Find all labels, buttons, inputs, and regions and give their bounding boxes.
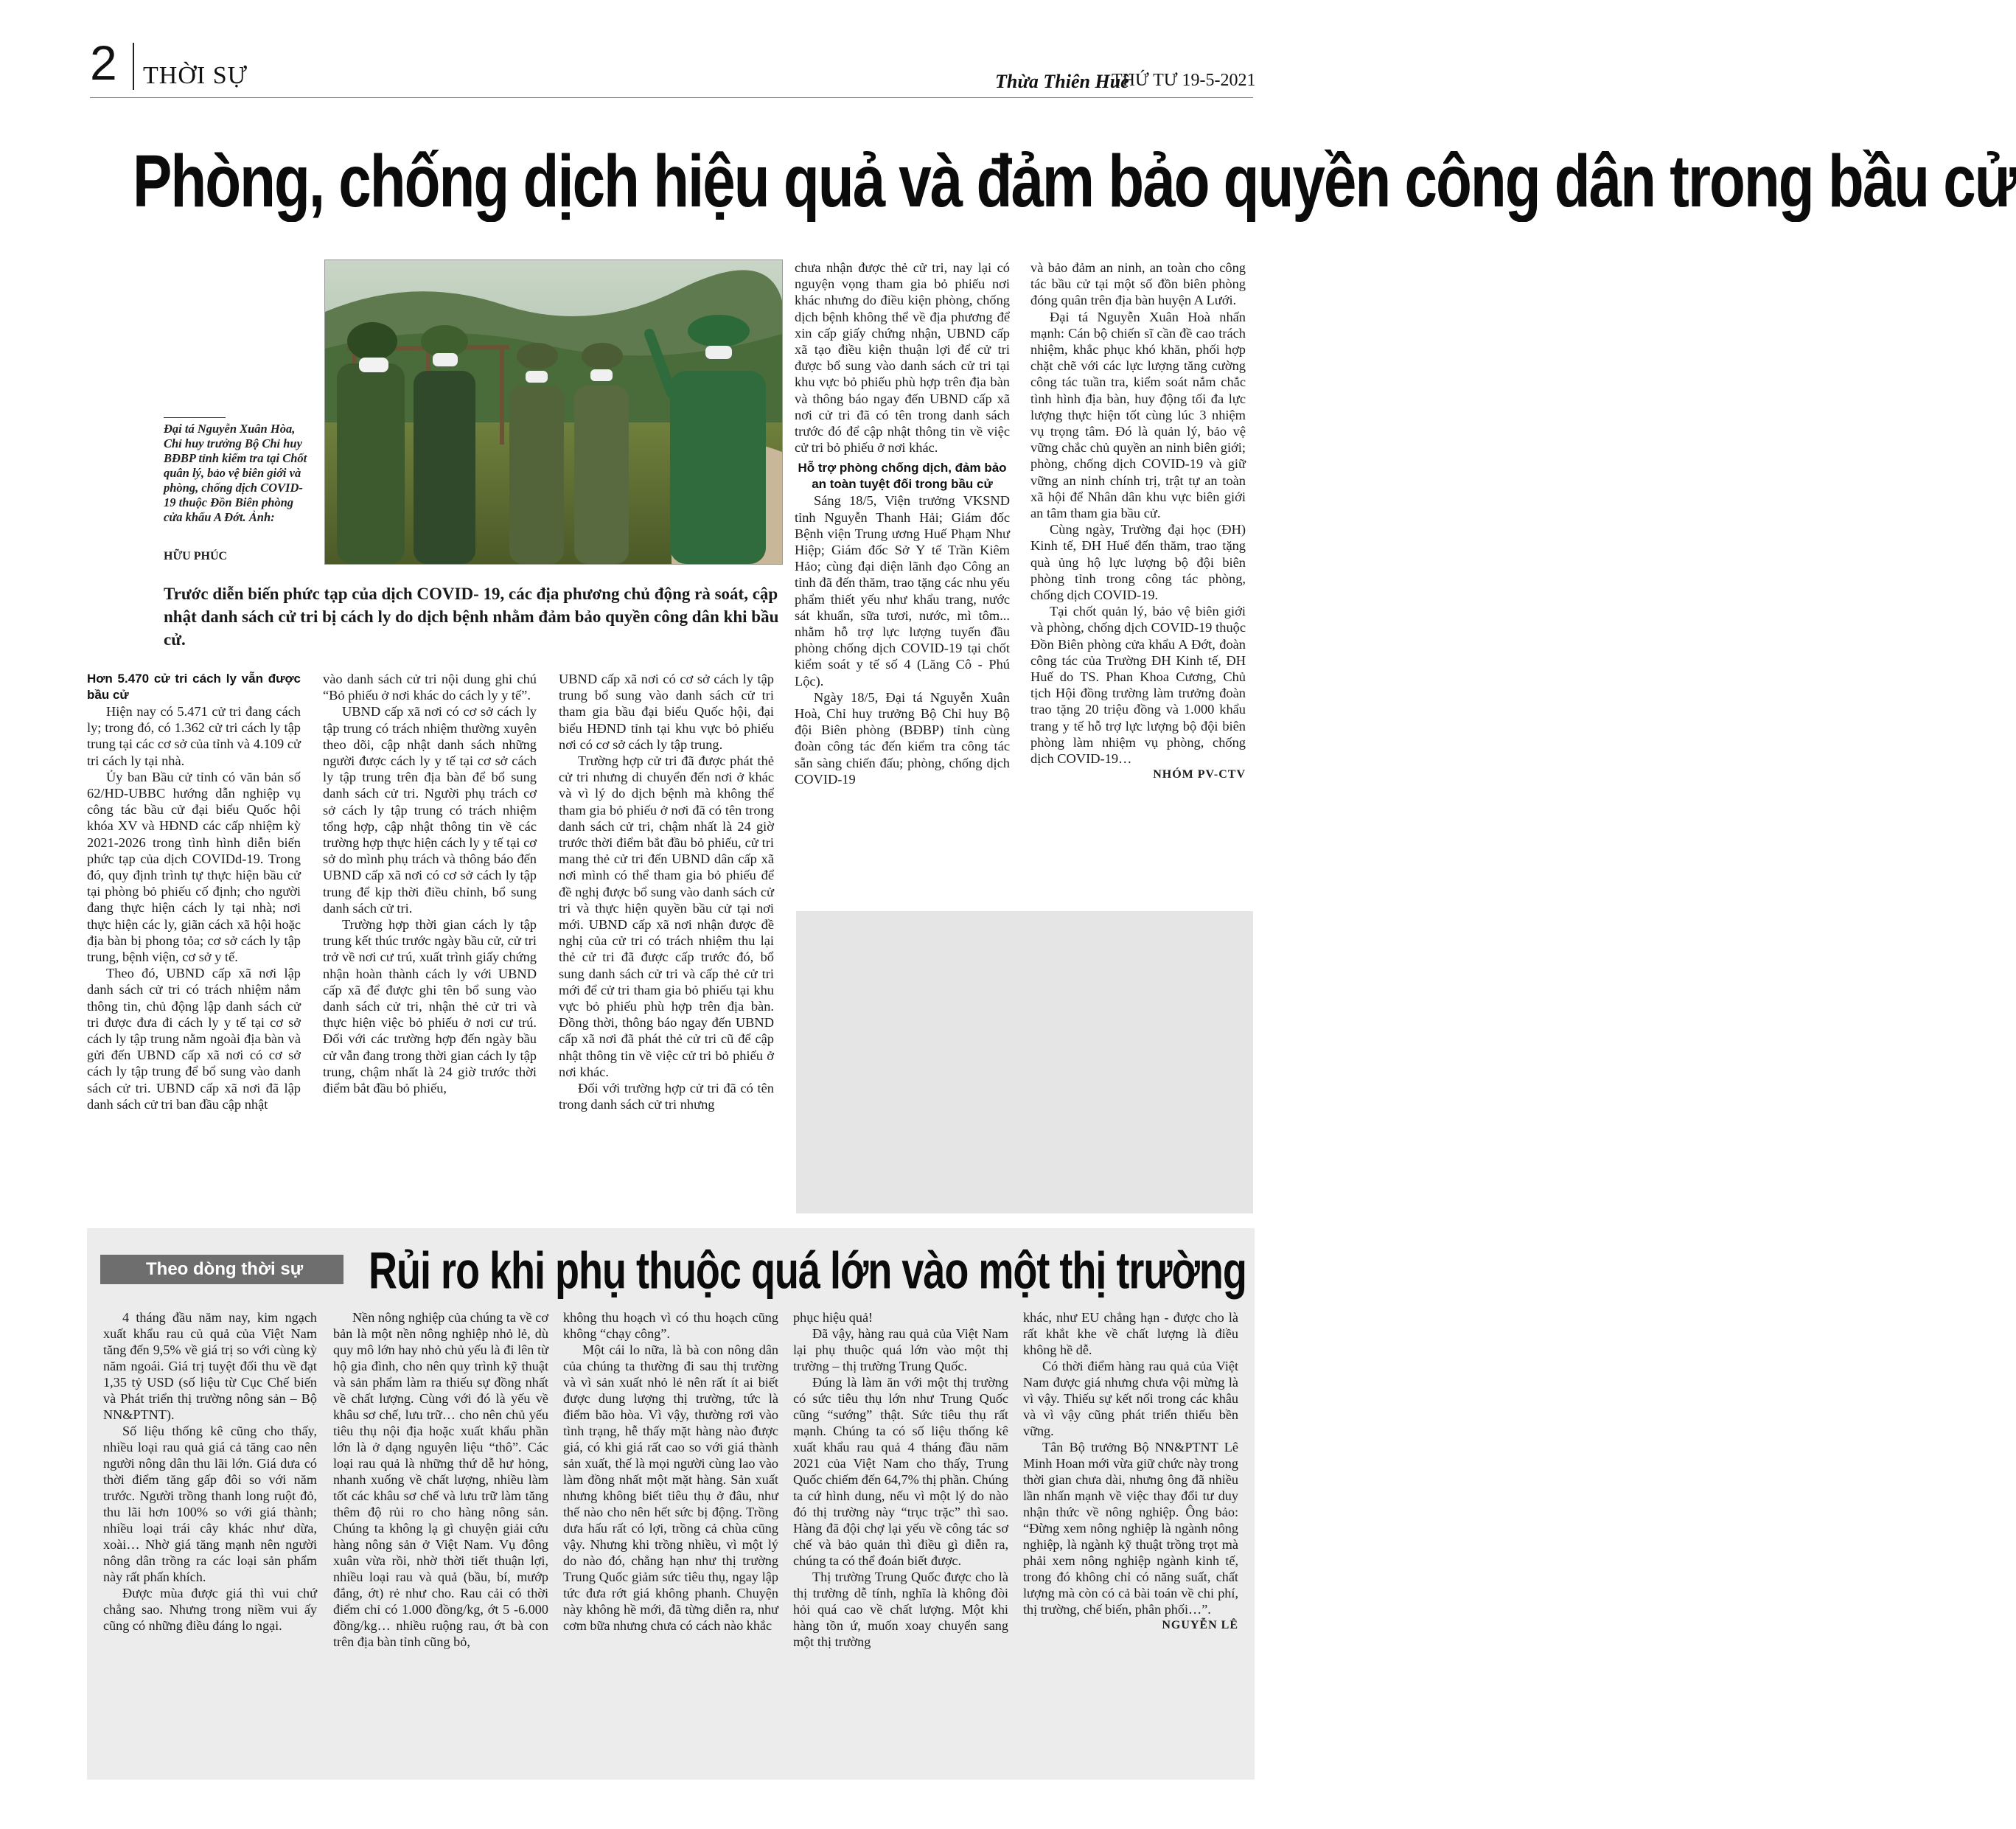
paragraph: Có thời điểm hàng rau quả của Việt Nam được giá nhưng chưa vội mừng là vì vậy. Thiếu sự kết nối trong các khâu và vì vậy cũng phát triển thiếu bền vững.	[1023, 1359, 1238, 1438]
article-lead: Trước diễn biến phức tạp của dịch COVID- 19, các địa phương chủ động rà soát, cập nhật danh sách cử tri bị cách ly do dịch bệnh nhằm đảm bảo quyền công dân khi bầu cử.	[164, 585, 779, 649]
commentary-column-3	[563, 1309, 778, 1634]
paragraph: Đối với trường hợp cử tri đã có tên trong danh sách cử tri nhưng	[559, 1081, 774, 1112]
commentary-column-2	[333, 1309, 548, 1650]
empty-grey-box	[796, 911, 1253, 1213]
paragraph: Được mùa được giá thì vui chứ chẳng sao. Nhưng trong niềm vui ấy cũng có những điều đáng lo ngại.	[103, 1586, 317, 1633]
article-column-2	[323, 671, 537, 1096]
paragraph: Đúng là làm ăn với một thị trường có sức tiêu thụ lớn như Trung Quốc cũng “sướng” thật. Sức tiêu thụ rất mạnh. Chúng ta có số liệu thống kê xuất khẩu rau quả 4 tháng đầu năm 2021 của Việt Nam cho thấy, Trung Quốc chiếm đến 64,7% thị phần. Chúng ta cứ hình dung, nếu vì một lý do nào đó thị trường này “trục trặc” thì sao. Hàng đã đội chợ lại yếu về công tác sơ chế và bảo quản thì điều gì diễn ra, chúng ta có thể đoán biết được.	[793, 1375, 1008, 1568]
section-name: THỜI SỰ	[143, 62, 248, 89]
paragraph: khác, như EU chẳng hạn - được cho là rất khắt khe về chất lượng là điều không hề dễ.	[1023, 1310, 1238, 1357]
header-rule	[90, 97, 1253, 98]
paragraph: chưa nhận được thẻ cử tri, nay lại có nguyện vọng tham gia bỏ phiếu nơi khác nhưng do điều kiện phòng, chống dịch bệnh không thể về địa phương để xin cấp giấy chứng nhận, UBND cấp xã tạo điều kiện thuận lợi để cử tri được bổ sung vào danh sách cử tri tại khu vực bỏ phiếu phù hợp trên địa bàn và thông báo ngay đến UBND cấp xã nơi cử tri đã có tên trong danh sách trước đó để cập nhật thông tin về việc cử tri bỏ phiếu ở nơi khác.	[795, 260, 1010, 456]
paragraph: Ngày 18/5, Đại tá Nguyễn Xuân Hoà, Chỉ huy trưởng Bộ Chỉ huy Bộ đội Biên phòng (BĐBP) tỉnh cùng đoàn công tác đến kiểm tra công tác sẵn sàng chiến đấu; phòng, chống dịch COVID-19	[795, 689, 1010, 787]
article-column-3	[559, 671, 774, 1112]
subheading: Hỗ trợ phòng chống dịch, đảm bảo an toàn tuyệt đối trong bầu cử	[798, 461, 1007, 492]
photo-soldiers-checkpoint	[325, 260, 782, 564]
paragraph: Ủy ban Bầu cử tỉnh có văn bản số 62/HD-UBBC hướng dẫn nghiệp vụ công tác bầu cử đại biểu Quốc hội khóa XV và HĐND các cấp nhiệm kỳ 2021-2026 trong tình hình diễn biến phức tạp của dịch COVIDd-19. Trong đó, quy định trình tự thực hiện bầu cử tại phòng bỏ phiếu cố định; cho người đang thực hiện cách ly tại nhà; nơi thực hiện các ly, giãn cách xã hội hoặc địa bàn bị phong tỏa; cơ sở cách ly tập trung, bệnh viện, cơ sở y tế.	[87, 769, 301, 965]
photo-credit: HỮU PHÚC	[164, 550, 228, 562]
paragraph: Tại chốt quản lý, bảo vệ biên giới và phòng, chống dịch COVID-19 thuộc Đồn Biên phòng cửa khẩu A Đớt, đoàn công tác của Trường ĐH Kinh tế, ĐH Huế do TS. Phan Khoa Cương, Chủ tịch Hội đồng trường làm trưởng đoàn trao tặng 20 triệu đồng và 1.000 khẩu trang y tế hỗ trợ lực lượng bộ đội biên phòng làm nhiệm vụ phòng, chống dịch COVID-19…	[1030, 604, 1246, 767]
paragraph: vào danh sách cử tri nội dung ghi chú “Bỏ phiếu ở nơi khác do cách ly y tế”.	[323, 672, 537, 703]
caption-rule	[164, 417, 226, 418]
article-column-4	[795, 259, 1010, 787]
page-number: 2	[90, 35, 117, 90]
issue-date: THỨ TƯ 19-5-2021	[1112, 71, 1256, 90]
paragraph: Tân Bộ trưởng Bộ NN&PTNT Lê Minh Hoan mới vừa giữ chức này trong thời gian chưa dài, nhưng ông đã nhiều lần nhấn mạnh về việc thay đổi tư duy nhận thức về nông nghiệp. Ông bảo: “Đừng xem nông nghiệp là ngành nông nghiệp, là ngành kỹ thuật trồng trọt mà phải xem nông nghiệp ngành kinh tế, trong đó không chỉ có năng suất, chất lượng mà còn có cả bài toán về chi phí, thị trường, chế biến, phân phối…”.	[1023, 1440, 1238, 1617]
article-byline: NHÓM PV-CTV	[1153, 768, 1246, 781]
paragraph: 4 tháng đầu năm nay, kim ngạch xuất khẩu rau củ quả của Việt Nam tăng đến 9,5% về giá trị so với cùng kỳ năm ngoái. Giá trị tuyệt đối thu về đạt 1,35 tỷ USD (số liệu từ Cục Chế biến và Phát triển thị trường nông sản – Bộ NN&PTNT).	[103, 1310, 317, 1422]
section-tag	[100, 1255, 343, 1284]
article-column-1	[87, 671, 301, 1112]
article-column-5	[1030, 259, 1246, 784]
paragraph: Một cái lo nữa, là bà con nông dân của chúng ta thường đi sau thị trường và vì sản xuất nhỏ lẻ nên rất ít ai biết được dung lượng thị trường, tức là điểm bão hòa. Vì vậy, thường rơi vào tình trạng, hễ thấy mặt hàng nào được giá, có khi giá rất cao so với giá thành sản xuất, thế là mọi người cùng lao vào làm đồng nhất một mặt hàng. Sản xuất nhưng không biết tiêu thụ ở đâu, như thế nào cho nên hết sức bị động. Trồng dưa hấu rất có lợi, trồng cả chùa cũng vậy. Nhưng khi trồng nhiều, vì một lý do nào đó, chẳng hạn như thị trường Trung Quốc giảm sức tiêu thụ, ngay lập tức đưa rớt giá không phanh. Chuyện này không hề mới, đã từng diễn ra, như cơm bữa nhưng chưa có cách nào khắc	[563, 1342, 778, 1633]
paragraph: Thị trường Trung Quốc được cho là thị trường dễ tính, nghĩa là không đòi hỏi quá cao về chất lượng. Một khi hàng tồn ứ, muốn xoay chuyển sang một thị trường	[793, 1570, 1008, 1649]
paragraph: UBND cấp xã nơi có cơ sở cách ly tập trung có trách nhiệm thường xuyên theo dõi, cập nhật danh sách những người được cách ly y tế tại cơ sở cách ly tập trung trên địa bàn để bổ sung danh sách cử tri. Người phụ trách cơ sở cách ly tập trung có trách nhiệm tổng hợp, cập nhật thông tin về các trường hợp thực hiện cách ly y tế tại cơ sở do mình phụ trách và thông báo đến UBND cấp xã nơi có cơ sở cách ly tập trung để kịp thời điều chỉnh, bổ sung danh sách cử tri.	[323, 704, 537, 916]
subheading: Hơn 5.470 cử tri cách ly vẫn được bầu cử	[87, 672, 301, 702]
commentary-column-5	[1023, 1309, 1238, 1634]
paragraph: Cùng ngày, Trường đại học (ĐH) Kinh tế, ĐH Huế đến thăm, trao tặng quà ủng hộ lực lượng bộ đội biên phòng tỉnh trong công tác phòng, chống dịch COVID-19.	[1030, 522, 1246, 603]
article-headline: Phòng, chống dịch hiệu quả và đảm bảo quyền công dân trong bầu cử	[133, 139, 2016, 222]
paragraph: Số liệu thống kê cũng cho thấy, nhiều loại rau quả giá cả tăng cao nên người nông dân thu lãi lớn. Giá dưa có thời điểm tăng gấp đôi so với năm trước. Người trồng thanh long ruột đỏ, thu lãi hơn 100% so với giá thành; nhiều loại trái cây khác như dừa, xoài… Nhờ giá tăng mạnh nên người nông dân trồng ra các loại sản phẩm này rất phấn khích.	[103, 1424, 317, 1584]
paragraph: phục hiệu quả!	[793, 1310, 873, 1325]
paragraph: Trường hợp cử tri đã được phát thẻ cử tri nhưng di chuyển đến nơi ở khác và vì lý do dịch bệnh mà không thể tham gia bỏ phiếu ở nơi đã có tên trong danh sách cử tri, chậm nhất là 24 giờ trước thời điểm bắt đầu bỏ phiếu, cử tri mang thẻ cử tri đến UBND dân cấp xã nơi mình có thể tham gia bỏ phiếu để đề nghị được bổ sung vào danh sách cử tri và thực hiện quyền bầu cử tại nơi mới. UBND cấp xã nơi nhận được đề nghị của cử tri có trách nhiệm thu lại thẻ cử tri đã được cấp trước đó, bổ sung danh sách cử tri và cấp thẻ cử tri mới để cử tri tham gia bỏ phiếu tại khu vực bỏ phiếu phù hợp trên địa bàn. Đồng thời, thông báo ngay đến UBND cấp xã nơi đã phát thẻ cử tri cũ để cập nhật thông tin về việc cử tri bỏ phiếu ở nơi khác.	[559, 753, 774, 1079]
section-tag-label: Theo dòng thời sự	[146, 1259, 304, 1279]
paragraph: Sáng 18/5, Viện trưởng VKSND tỉnh Nguyễn Thanh Hải; Giám đốc Bệnh viện Trung ương Huế Phạm Như Hiệp; Giám đốc Sở Y tế Trần Kiêm Hảo; cùng đại diện lãnh đạo Công an tỉnh đã đến thăm, trao tặng các nhu yếu phẩm thiết yếu như khẩu trang, nước sát khuẩn, sữa tươi, nước, mì tôm... nhằm hỗ trợ lực lượng tuyến đầu phòng chống dịch COVID-19 tại chốt kiểm soát y tế số 4 (Lăng Cô - Phú Lộc).	[795, 493, 1010, 689]
header-divider	[133, 43, 134, 90]
paragraph: Đại tá Nguyễn Xuân Hoà nhấn mạnh: Cán bộ chiến sĩ cần đề cao trách nhiệm, khắc phục khó khăn, phối hợp chặt chẽ với các lực lượng tăng cường công tác tuần tra, kiểm soát nắm chắc tình hình địa bàn, huy động tối đa lực lượng thực hiện tốt cùng lúc 3 nhiệm vụ trọng tâm. Đó là quản lý, bảo vệ vững chắc chủ quyền an ninh biên giới; phòng, chống dịch COVID-19 và giữ vững an ninh chính trị, trật tự an toàn xã hội để Nhân dân khu vực biên giới an tâm tham gia bầu cử.	[1030, 309, 1246, 521]
paragraph: Nền nông nghiệp của chúng ta về cơ bản là một nền nông nghiệp nhỏ lẻ, dù quy mô lớn hay nhỏ chủ yếu là đi lên từ hộ gia đình, cho nên quy trình kỹ thuật và sản phẩm làm ra thiếu sự đồng nhất về chất lượng. Cùng với đó là yếu về khâu sơ chế, lưu trữ… cho nên chủ yếu tiêu thụ nội địa hoặc xuất khẩu phần lớn là ở dạng nguyên liệu “thô”. Các loại rau quả là những thứ dễ hư hỏng, nhanh xuống về chất lượng, nhiều làm tốt các khâu sơ chế và lưu trữ làm tăng thêm độ rủi ro cho hàng nông sản. Chúng ta không lạ gì chuyện giải cứu hàng nông sản ở Việt Nam. Vụ đông xuân vừa rồi, nhờ thời tiết thuận lợi, nhiều loại rau và quả (bầu, bí, mướp đắng, ớt) rẻ như cho. Rau cải có thời điểm chỉ có 1.000 đồng/kg, ớt 5 -6.000 đồng/kg… nhiều ruộng rau, ớt bà con trên địa bàn tỉnh cũng bỏ,	[333, 1310, 548, 1649]
commentary-column-4	[793, 1309, 1008, 1650]
paragraph: Hiện nay có 5.471 cử tri đang cách ly; trong đó, có 1.362 cử tri cách ly tập trung tại các cơ sở của tỉnh và 4.109 cử tri cách ly tại nhà.	[87, 704, 301, 768]
commentary-column-1	[103, 1309, 317, 1634]
commentary-byline: NGUYỄN LÊ	[1162, 1619, 1238, 1631]
article-photo	[324, 259, 783, 565]
paragraph: Đã vậy, hàng rau quả của Việt Nam lại phụ thuộc quá lớn vào một thị trường – thị trường Trung Quốc.	[793, 1326, 1008, 1373]
paragraph: và bảo đảm an ninh, an toàn cho công tác bầu cử tại một số đồn biên phòng đóng quân trên địa bàn huyện A Lưới.	[1030, 260, 1246, 308]
commentary-headline: Rủi ro khi phụ thuộc quá lớn vào một thị trường	[369, 1242, 1246, 1300]
paragraph: UBND cấp xã nơi có cơ sở cách ly tập trung bổ sung vào danh sách cử tri tham gia bầu đại biểu Quốc hội, đại biểu HĐND tỉnh tại khu vực bỏ phiếu nơi có cơ sở cách ly tập trung.	[559, 672, 774, 752]
paragraph: Trường hợp thời gian cách ly tập trung kết thúc trước ngày bầu cử, cử tri trở về nơi cư trú, xuất trình giấy chứng nhận hoàn thành cách ly với UBND cấp xã để được ghi tên bổ sung vào danh sách cử tri, nhận thẻ cử tri và thực hiện việc bỏ phiếu ở nơi cư trú. Đối với các trường hợp đến ngày bầu cử vẫn đang trong thời gian cách ly tập trung, chậm nhất là 24 giờ trước thời điểm bắt đầu bỏ phiếu,	[323, 917, 537, 1096]
photo-caption: Đại tá Nguyễn Xuân Hòa, Chỉ huy trưởng Bộ Chỉ huy BĐBP tỉnh kiểm tra tại Chốt quân lý, bảo vệ biên giới và phòng, chống dịch COVID-19 thuộc Đồn Biên phòng cửa khẩu A Đớt. Ảnh:	[164, 422, 307, 524]
paragraph: không thu hoạch vì có thu hoạch cũng không “chạy công”.	[563, 1310, 778, 1341]
paragraph: Theo đó, UBND cấp xã nơi lập danh sách cử tri có trách nhiệm nắm thông tin, chủ động lập danh sách cử tri được đưa đi cách ly y tế tại cơ sở cách ly tập trung nằm ngoài địa bàn và gửi đến UBND cấp xã nơi có cơ sở cách ly tập trung để bổ sung vào danh sách cử tri. UBND cấp xã nơi đã lập danh sách cử tri ban đầu cập nhật	[87, 966, 301, 1112]
newspaper-name: Thừa Thiên Huế	[995, 71, 1129, 92]
